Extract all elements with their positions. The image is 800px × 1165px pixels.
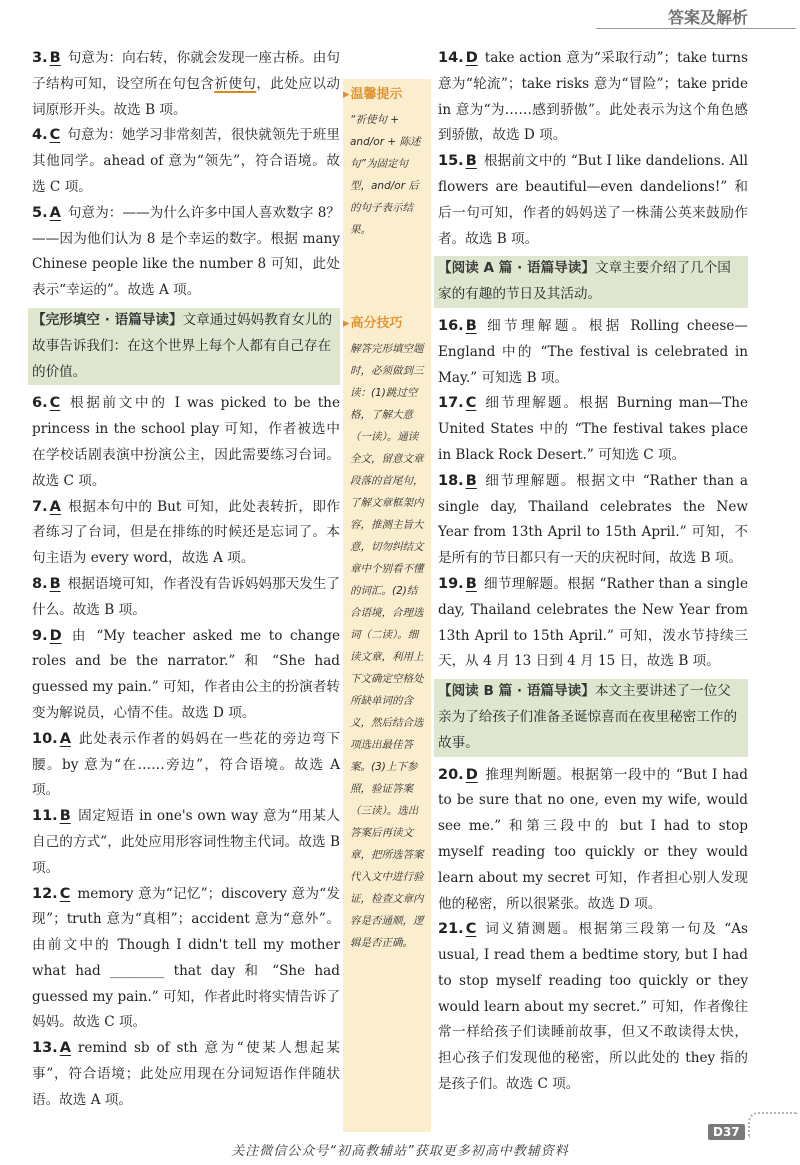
reading-a-guide-box: 【阅读 A 篇 · 语篇导读】文章主要介绍了几个国家的有趣的节日及其活动。 <box>434 256 748 308</box>
tip-text-1: “祈使句 + and/or + 陈述句”为固定句型，and/or 后的句子表示结果。 <box>350 114 421 236</box>
page-number: D37 <box>708 1124 745 1140</box>
cloze-guide-box: 【完形填空 · 语篇导读】文章通过妈妈教育女儿的故事告诉我们：在这个世界上每个人都有自己存在的价值。 <box>28 308 340 385</box>
answer-item-16: 16. B 细节理解题。根据 Rolling cheese—England 中的 “The festival is celebrated in May.” 可知选 B 项。 <box>438 317 748 386</box>
answer-item-4: 4. C 句意为：她学习非常刻苦，很快就领先于班里其他同学。ahead of 意为“领先”，符合语境。故选 C 项。 <box>32 127 340 195</box>
answer-item-5: 5. A 句意为：——为什么许多中国人喜欢数字 8？——因为他们认为 8 是个幸运的数字。根据 many Chinese people like the number 8 可知，此处表示“幸运的”。故选 A 项。 <box>32 204 340 299</box>
answer-item-15: 15. B 根据前文中的 “But I like dandelions. All flowers are beautiful—even dandelions!” 和后一句可知，作者的妈妈送了一株蒲公英来鼓励作者。故选 B 项。 <box>438 153 748 247</box>
answer-item-6: 6. C 根据前文中的 I was picked to be the princess in the school play 可知，作者被选中在学校话剧表演中扮演公主，因此需要练习台词。故选 C 项。 <box>32 395 340 489</box>
tips-sidebar <box>343 79 431 1132</box>
answer-item-12: 12. C memory 意为“记忆”；discovery 意为“发现”；truth 意为“真相”；accident 意为“意外”。由前文中的 Though I didn't tell my mother what had ________ that day 和 “She had guessed my pain.” 可知，作者此时将实情告诉了妈妈。故选 C 项。 <box>32 885 340 1031</box>
right-column <box>438 46 748 1098</box>
answer-item-21: 21. C 词义猜测题。根据第三段第一句及 “As usual, I read them a bedtime story, but I had to stop myself reading too quickly or they would learn about my secret.” 可知，作者像往常一样给孩子们读睡前故事，但又不敢读得太快，担心孩子们发现他的秘密，所以此处的 they 指的是孩子们。故选 C 项。 <box>438 921 748 1093</box>
tip-heading-2: ▸高分技巧 <box>343 316 403 331</box>
answer-item-19: 19. B 细节理解题。根据 “Rather than a single day, Thailand celebrates the New Year from 13th April to 15th April.” 可知，泼水节持续三天，从 4 月 13 日到 4 月 15 日，故选 B 项。 <box>438 575 748 670</box>
answer-item-13: 13. A remind sb of sth 意为“使某人想起某事”，符合语境；此处应用现在分词短语作伴随状语。故选 A 项。 <box>32 1040 340 1108</box>
tip-text-2: 解答完形填空题时，必须做到三读：(1)跳过空格，了解大意（一读）。通读全文，留意文章段落的首尾句，了解文章框架内容，推测主旨大意，切勿纠结文章中个别看不懂的词汇。(2)结合语境，合理选词（二读）。细读文章，利用上下文确定空格处所缺单词的含义，然后结合选项选出最佳答案。(3)上下参照，验证答案（三读）。选出答案后再读文章，把所选答案代入文中进行验证，检查文章内容是否通顺，逻辑是否正确。 <box>350 343 424 949</box>
corner-dotted-decoration <box>748 1112 798 1138</box>
reading-b-guide-box: 【阅读 B 篇 · 语篇导读】本文主要讲述了一位父亲为了给孩子们准备圣诞惊喜而在夜里秘密工作的故事。 <box>434 679 748 756</box>
left-column <box>32 46 340 1114</box>
tip-heading-1: ▸温馨提示 <box>343 87 403 102</box>
answer-item-18: 18. B 细节理解题。根据文中 “Rather than a single day, Thailand celebrates the New Year from 13th April to 15th April.” 可知，不是所有的节日都只有一天的庆祝时间，故选 B 项。 <box>438 472 748 567</box>
answer-item-10: 10. A 此处表示作者的妈妈在一些花的旁边弯下腰。by 意为“在……旁边”，符合语境。故选 A 项。 <box>32 730 340 799</box>
header-title: 答案及解析 <box>667 8 748 27</box>
answer-item-8: 8. B 根据语境可知，作者没有告诉妈妈那天发生了什么。故选 B 项。 <box>32 575 340 618</box>
answer-item-20: 20. D 推理判断题。根据第一段中的 “But I had to be sure that no one, even my wife, would see me.” 和第三段中的 but I had to stop myself reading too quickly or they would learn about my secret 可知，作者担心别人发现他的秘密，所以很紧张。故选 D 项。 <box>438 766 748 912</box>
answer-item-9: 9. D 由 “My teacher asked me to change roles and be the narrator.” 和 “She had guessed my pain.” 可知，作者由公主的扮演者转变为解说员，心情不佳。故选 D 项。 <box>32 627 340 721</box>
answer-item-17: 17. C 细节理解题。根据 Burning man—The United States 中的 “The festival takes place in Black Rock Desert.” 可知选 C 项。 <box>438 395 748 463</box>
footer-note: 关注微信公众号“初高教辅站”获取更多初高中教辅资料 <box>231 1144 569 1159</box>
answer-item-3: 3. B 句意为：向右转，你就会发现一座古桥。由句子结构可知，设空所在句包含祈使句，此处应以动词原形开头。故选 B 项。 <box>32 50 341 118</box>
header-rule <box>596 28 796 29</box>
answer-item-14: 14. D take action 意为“采取行动”；take turns 意为“轮流”；take risks 意为“冒险”；take pride in 意为“为……感到骄傲”。此处表示为这个角色感到骄傲，故选 D 项。 <box>438 50 748 144</box>
highlighted-phrase: 祈使句 <box>214 75 257 92</box>
answer-item-7: 7. A 根据本句中的 But 可知，此处表转折，即作者练习了台词，但是在排练的时候还是忘词了。本句主语为 every word，故选 A 项。 <box>32 498 340 567</box>
answer-item-11: 11. B 固定短语 in one's own way 意为“用某人自己的方式”，此处应用形容词性物主代词。故选 B 项。 <box>32 808 340 876</box>
